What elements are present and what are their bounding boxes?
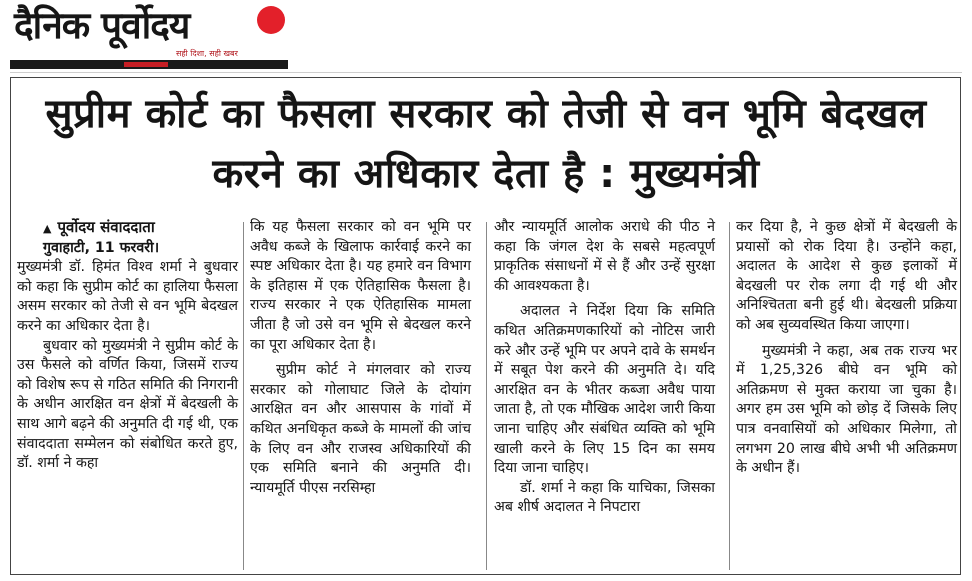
headline: सुप्रीम कोर्ट का फैसला सरकार को तेजी से वन भूमि बेदखल करने का अधिकार देता है : मुख्यमंत्री [45, 91, 927, 197]
byline-text: पूर्वोदय संवाददाता [57, 218, 155, 236]
paragraph: बुधवार को मुख्यमंत्री ने सुप्रीम कोर्ट के उस फैसले को वर्णित किया, जिसमें राज्य को विशेष रूप से गठित समिति की निगरानी के अधीन आरक्षित वन क्षेत्रों में बेदखली के साथ आगे बढ़ने की अनुमति दी गई थी, एक संवाददाता सम्मेलन को संबोधित करते हुए, डॉ. शर्मा ने कहा [17, 337, 238, 472]
column-divider [729, 222, 730, 570]
tagline: सही दिशा, सही खबर [176, 49, 238, 58]
column-3 [494, 218, 715, 518]
divider [10, 72, 962, 73]
paragraph: मुख्यमंत्री ने कहा, अब तक राज्य भर में 1,25,326 बीघे वन भूमि को अतिक्रमण से मुक्त कराया जा चुका है। अगर हम उस भूमि को छोड़ दें जिसके लिए पात्र वनवासियों को अधिकार मिलेगा, तो लगभग 20 लाख बीघे अभी भी अतिक्रमण के अधीन हैं। [736, 342, 957, 477]
paragraph: कर दिया है, ने कुछ क्षेत्रों में बेदखली के प्रयासों को रोक दिया है। उन्होंने कहा, अदालत के आदेश से कुछ इलाकों में बेदखली पर रोक लगा दी गई थी और अनिश्चितता बनी हुई थी। बेदखली प्रक्रिया को अब सुव्यवस्थित किया जाएगा। [736, 219, 957, 333]
paragraph: अदालत ने निर्देश दिया कि समिति कथित अतिक्रमणकारियों को नोटिस जारी करे और उन्हें भूमि पर अपने दावे के समर्थन में सबूत पेश करने की अनुमति दे। यदि आरक्षित वन के भीतर कब्जा अवैध पाया जाता है, तो एक मौखिक आदेश जारी किया जाना चाहिए और संबंधित व्यक्ति को भूमि खाली करने के लिए 15 दिन का समय दिया जाना चाहिए। [494, 303, 715, 477]
sun-logo-icon [257, 6, 285, 34]
masthead [10, 4, 288, 72]
column-divider [243, 222, 244, 570]
triangle-icon: ▲ [43, 222, 52, 235]
masthead-red-bar [124, 62, 168, 67]
column-divider [486, 222, 487, 570]
byline [17, 218, 238, 239]
paragraph: डॉ. शर्मा ने कहा कि याचिका, जिसका अब शीर्ष अदालत ने निपटारा [494, 479, 715, 516]
paragraph: कि यह फैसला सरकार को वन भूमि पर अवैध कब्जे के खिलाफ कार्रवाई करने का स्पष्ट अधिकार देता है। यह हमारे वन विभाग के इतिहास में एक ऐतिहासिक फैसला है। राज्य सरकार ने एक ऐतिहासिक मामला जीता है जो उसे वन भूमि से बेदखल करने का पूरा अधिकार देता है। [250, 219, 471, 353]
paragraph: सुप्रीम कोर्ट ने मंगलवार को राज्य सरकार को गोलाघाट जिले के दोयांग आरक्षित वन और आसपास के गांवों में कथित अनधिकृत कब्जे के मामलों की जांच के लिए वन और राजस्व अधिकारियों की एक समिति बनाने की अनुमति दी। न्यायमूर्ति पीएस नरसिम्हा [250, 362, 471, 496]
column-4 [736, 218, 957, 479]
paragraph: मुख्यमंत्री डॉ. हिमंत विश्व शर्मा ने बुधवार को कहा कि सुप्रीम कोर्ट का हालिया फैसला असम सरकार को तेजी से वन भूमि बेदखल करने का अधिकार देता है। [17, 259, 238, 334]
paragraph: और न्यायमूर्ति आलोक अराधे की पीठ ने कहा कि जंगल देश के सबसे महत्वपूर्ण प्राकृतिक संसाधनों में से हैं और उन्हें सुरक्षा की आवश्यकता है। [494, 219, 715, 294]
column-1 [17, 218, 238, 474]
dateline: गुवाहाटी, 11 फरवरी। [43, 239, 160, 256]
newspaper-logo: दैनिक पूर्वोदय [14, 4, 190, 47]
column-2 [250, 218, 471, 498]
